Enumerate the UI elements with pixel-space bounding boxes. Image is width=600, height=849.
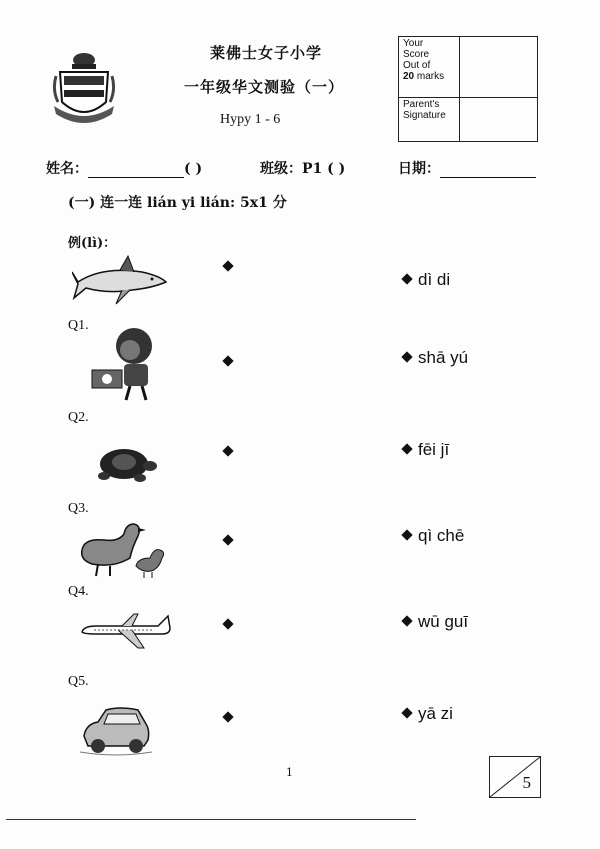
date-field[interactable] [440,163,536,178]
match-dot-left-example[interactable] [222,260,233,271]
pinyin-option-1[interactable]: dì di [403,270,450,290]
section-score-box [489,756,541,798]
match-dot-left-5[interactable] [222,711,233,722]
parent-signature-field[interactable] [460,97,538,141]
bottom-divider [6,819,416,820]
class-label: 班级：P1 ( ) [260,161,346,177]
pinyin-option-6[interactable]: yā zi [403,704,453,724]
question-label-1: Q1. [68,318,89,333]
test-code: Hypy 1 - 6 [220,112,281,127]
page-number: 1 [286,766,293,779]
match-dot-right-3[interactable] [401,443,412,454]
parent-signature-label: Parent's Signature [399,97,460,141]
name-row [46,158,202,178]
ducks-icon [74,518,172,580]
airplane-icon [78,610,172,652]
section-title: (一) 连一连 lián yi lián: 5x1 分 [68,195,287,211]
school-name: 莱佛士女子小学 [210,44,323,62]
match-dot-right-5[interactable] [401,615,412,626]
date-label: 日期： [398,161,440,177]
name-index: ( ) [184,161,203,177]
question-label-3: Q3. [68,501,89,516]
test-title: 一年级华文测验（一） [184,78,345,96]
date-row [398,158,536,178]
example-label: 例(lì)： [68,236,117,251]
match-dot-left-1[interactable] [222,355,233,366]
question-label-4: Q4. [68,584,89,599]
turtle-icon [92,440,158,484]
pinyin-option-2[interactable]: shā yú [403,348,468,368]
shark-icon [72,252,168,308]
car-icon [80,700,152,756]
match-dot-left-3[interactable] [222,534,233,545]
score-box [398,36,538,142]
name-label: 姓名： [46,161,88,177]
diagonal-line [490,757,540,797]
match-dot-right-1[interactable] [401,273,412,284]
section-score: 5 [522,773,531,792]
match-dot-right-4[interactable] [401,529,412,540]
name-field[interactable] [88,163,184,178]
match-dot-left-4[interactable] [222,618,233,629]
match-dot-right-2[interactable] [401,351,412,362]
score-field[interactable] [460,37,538,98]
school-crest-icon [52,50,116,124]
question-label-5: Q5. [68,674,89,689]
match-dot-left-2[interactable] [222,445,233,456]
question-label-2: Q2. [68,410,89,425]
match-dot-right-6[interactable] [401,707,412,718]
score-label: Your Score Out of 20 marks [399,37,460,98]
pinyin-option-4[interactable]: qì chē [403,526,464,546]
boy-icon [90,326,164,402]
pinyin-option-3[interactable]: fēi jī [403,440,449,460]
pinyin-option-5[interactable]: wū guī [403,612,468,632]
